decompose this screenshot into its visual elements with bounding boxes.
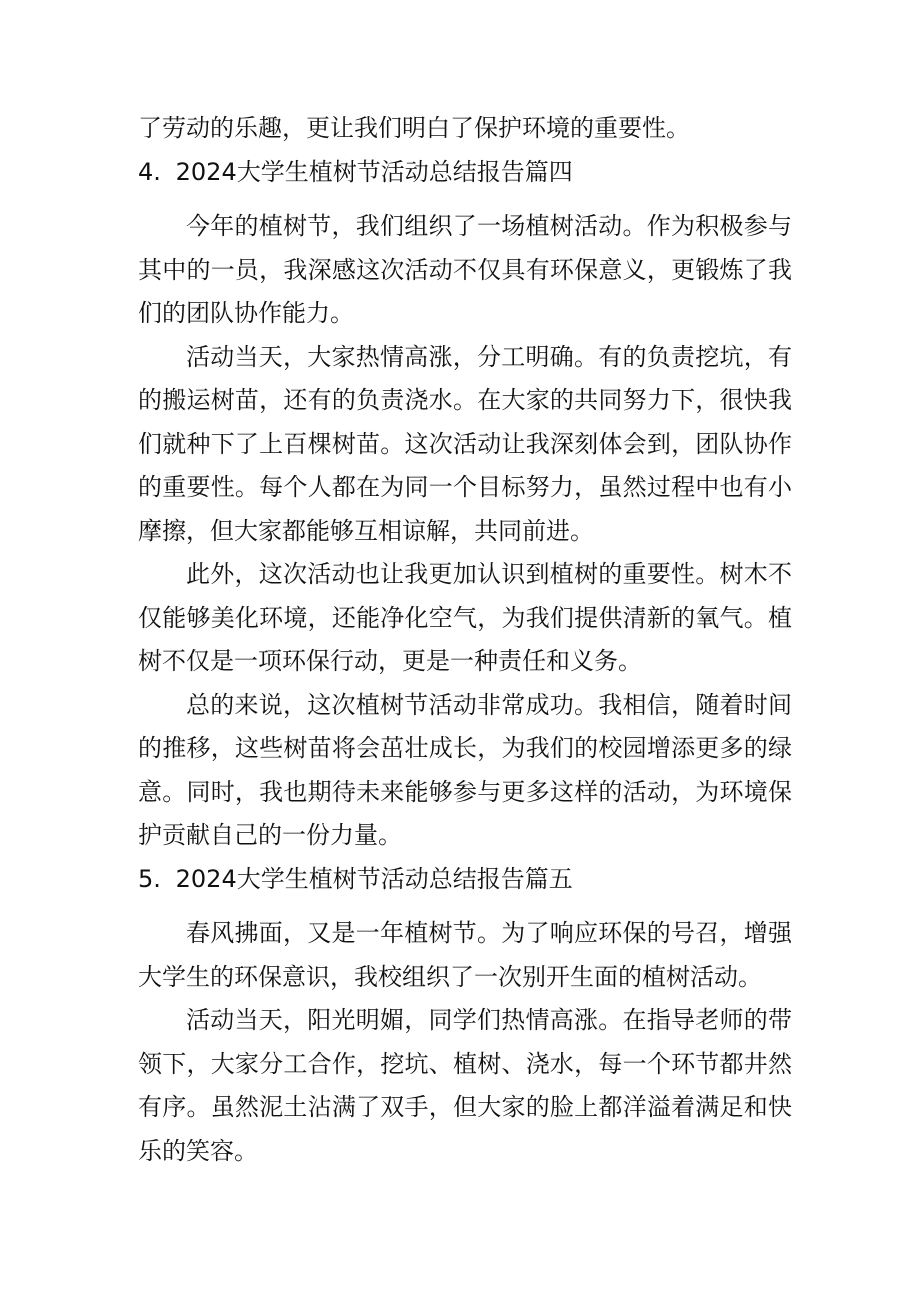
section-number: 4. xyxy=(138,157,161,186)
paragraph: 此外，这次活动也让我更加认识到植树的重要性。树木不仅能够美化环境，还能净化空气，为我们提供清新的氧气。植树不仅是一项环保行动，更是一种责任和义务。 xyxy=(138,560,792,675)
paragraph: 今年的植树节，我们组织了一场植树活动。作为积极参与其中的一员，我深感这次活动不仅具有环保意义，更锻炼了我们的团队协作能力。 xyxy=(138,212,792,327)
section-title: 2024大学生植树节活动总结报告篇四 xyxy=(175,157,573,186)
spacer xyxy=(138,194,792,205)
section-heading-5 xyxy=(138,858,792,902)
paragraph: 春风拂面，又是一年植树节。为了响应环保的号召，增强大学生的环保意识，我校组织了一次别开生面的植树活动。 xyxy=(138,919,792,991)
paragraph: 活动当天，阳光明媚，同学们热情高涨。在指导老师的带领下，大家分工合作，挖坑、植树、浇水，每一个环节都井然有序。虽然泥土沾满了双手，但大家的脸上都洋溢着满足和快乐的笑容。 xyxy=(138,1006,792,1165)
spacer xyxy=(138,901,792,912)
section-heading-4 xyxy=(138,151,792,195)
paragraph: 活动当天，大家热情高涨，分工明确。有的负责挖坑，有的搬运树苗，还有的负责浇水。在大家的共同努力下，很快我们就种下了上百棵树苗。这次活动让我深刻体会到，团队协作的重要性。每个人都在为同一个目标努力，虽然过程中也有小摩擦，但大家都能够互相谅解，共同前进。 xyxy=(138,342,792,545)
section-number: 5. xyxy=(138,864,161,893)
paragraph-continuation: 了劳动的乐趣，更让我们明白了保护环境的重要性。 xyxy=(138,114,690,142)
paragraph: 总的来说，这次植树节活动非常成功。我相信，随着时间的推移，这些树苗将会茁壮成长，为我们的校园增添更多的绿意。同时，我也期待未来能够参与更多这样的活动，为环境保护贡献自己的一份力量。 xyxy=(138,690,792,849)
section-title: 2024大学生植树节活动总结报告篇五 xyxy=(175,864,573,893)
document-body xyxy=(138,107,792,1173)
